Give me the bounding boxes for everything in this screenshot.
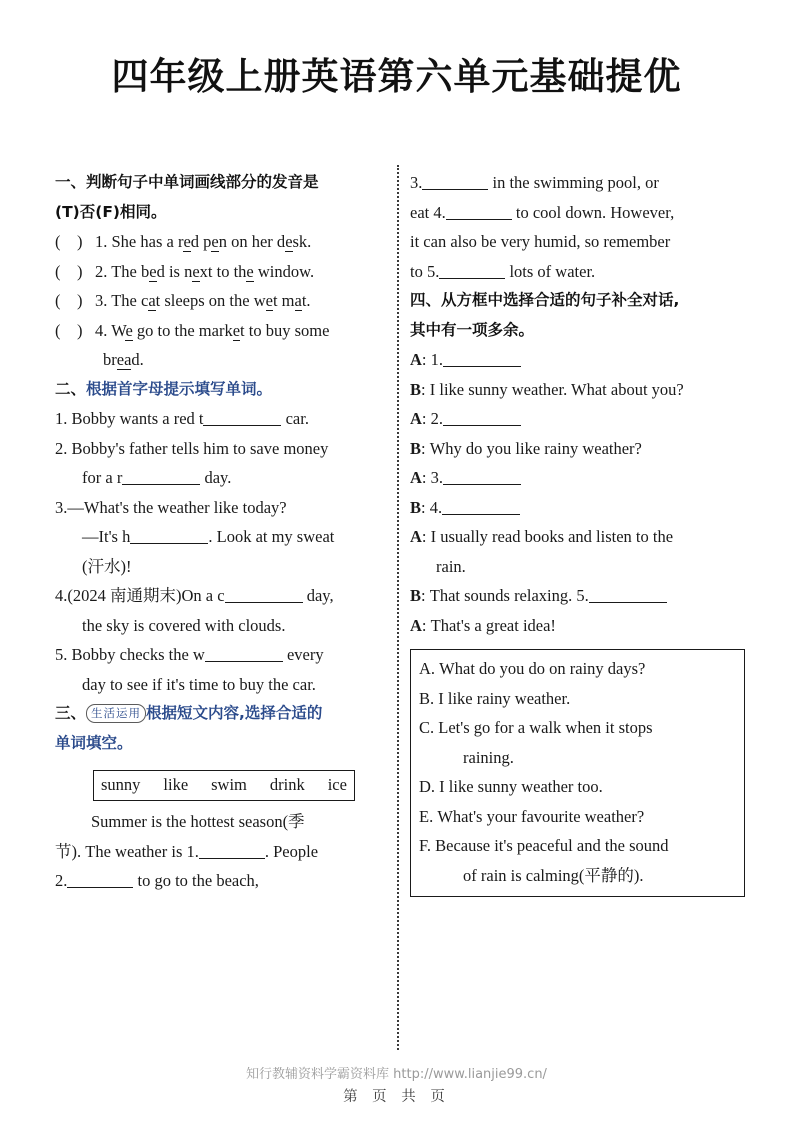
dialogue-text: That sounds relaxing. 5. [429,586,589,605]
passage-line: 节). The weather is 1. . People [55,841,319,861]
dialogue-line: B: 4. [410,493,750,523]
dialogue-line: A: That's a great idea! [410,615,556,635]
dialogue-line: A: 1. [410,345,750,375]
underlined-letter: e [285,232,293,251]
item-number: 2. [95,261,108,281]
underlined-letter: e [211,232,219,251]
dialogue-text: rain. [436,556,466,576]
dialogue-text: 4. [429,497,443,517]
answer-blank[interactable] [422,172,488,190]
answer-blank[interactable] [130,526,208,544]
page-title: 四年级上册英语第六单元基础提优 [111,55,682,98]
question-item: 3.—What's the weather like today? [55,497,287,517]
option-label: B. [419,688,435,708]
underlined-letter: a [294,291,302,310]
footer-source-text: 知行教辅资料学霸资料库 http://www.lianjie99.cn/ [246,1067,547,1082]
section-three-heading-text: 根据短文内容,选择合适的 [146,704,323,722]
dialogue-speaker: B [410,497,422,517]
answer-bracket[interactable]: ( ) [55,232,83,251]
question-item: 5. Bobby checks the w every [55,645,324,664]
underlined-letter: e [232,320,241,340]
section-four-heading-line2: 其中有一项多余。 [410,320,535,339]
dialogue-line: A: 2. [410,404,750,434]
dialogue-speaker: B [410,379,422,399]
option-item[interactable] [419,684,737,714]
dialogue-speaker: A [410,468,422,487]
answer-blank[interactable] [443,408,521,426]
right-column [410,168,750,1053]
life-application-badge: 生活运用 [86,704,146,723]
dialogue-speaker: A [410,615,422,635]
word-bank-item[interactable]: swim [211,775,247,794]
answer-bracket[interactable]: ( ) [55,261,83,281]
section-four-heading-line1: 四、从方框中选择合适的句子补全对话, [410,291,680,309]
dialogue-text: 3. [430,468,444,487]
dialogue-text: I like sunny weather. What about you? [429,379,684,399]
section-one-heading [55,168,395,227]
section-three-number: 三、 [55,704,87,722]
passage-line: to 5. lots of water. [410,261,596,281]
answer-blank[interactable] [443,467,521,485]
page-footer [0,1066,793,1108]
section-three-heading-line1 [55,699,395,729]
question-item-continuation: (汗水)! [82,556,132,576]
passage-line: eat 4. to cool down. However, [410,202,675,222]
passage-line: 3. in the swimming pool, or [410,173,659,192]
question-item [55,316,395,346]
question-item-continuation: day to see if it's time to buy the car. [82,674,316,694]
option-text: Because it's peaceful and the sound [435,836,669,855]
option-text-continuation: of rain is calming(平静的). [463,865,644,885]
word-bank-item[interactable]: like [163,775,189,794]
underlined-letter: e [125,320,133,340]
answer-blank[interactable] [442,496,520,514]
question-item [55,227,395,257]
answer-blank[interactable] [205,644,283,662]
answer-options-box [410,649,745,897]
answer-blank[interactable] [439,260,505,278]
item-number: 1. [95,232,108,251]
option-text: Let's go for a walk when it stops [438,718,653,737]
answer-blank[interactable] [199,840,265,858]
dialogue-line-continuation [410,552,750,582]
answer-blank[interactable] [589,585,667,603]
answer-blank[interactable] [443,349,521,367]
option-label: A. [419,659,436,678]
worksheet-body [0,168,793,1053]
item-text: She has a red pen on her desk. [111,232,312,251]
option-item[interactable] [419,802,737,832]
item-text: We go to the market to buy some [111,320,330,340]
item-number: 3. [95,291,108,310]
question-item: 4.(2024 南通期末)On a c day, [55,586,334,605]
option-label: E. [419,806,434,826]
left-column [55,168,395,1053]
underlined-letter: e [246,261,254,281]
option-text: What do you do on rainy days? [439,659,646,678]
option-item[interactable] [419,772,737,802]
answer-blank[interactable] [122,467,200,485]
question-item-continuation: —It's h . Look at my sweat [82,527,335,546]
column-divider [397,165,399,1050]
section-two-heading-text: 根据首字母提示填写单词。 [86,379,273,398]
dialogue-speaker: B [410,586,422,605]
question-item-continuation: bread. [103,350,144,369]
answer-bracket[interactable]: ( ) [55,291,83,310]
option-label: F. [419,836,431,855]
answer-blank[interactable] [225,585,303,603]
option-text-continuation: raining. [463,747,514,767]
underlined-letter: e [183,232,191,251]
item-number: 4. [95,320,108,340]
dialogue-text: 2. [430,409,444,428]
word-bank-item[interactable]: sunny [101,775,141,794]
dialogue-line: B: Why do you like rainy weather? [410,438,642,458]
section-four-heading [410,286,750,345]
item-text: The cat sleeps on the wet mat. [111,291,311,310]
passage-line: it can also be very humid, so remember [410,232,671,251]
dialogue-text: I usually read books and listen to the [430,527,674,546]
answer-blank[interactable] [203,408,281,426]
section-one-heading-line2: (T)否(F)相同。 [55,202,167,221]
dialogue-line: B: That sounds relaxing. 5. [410,581,750,611]
option-item[interactable] [419,831,737,890]
underlined-letter: a [148,291,156,310]
dialogue-line: A: I usually read books and listen to the [410,527,674,546]
dialogue-line: A: 3. [410,463,750,493]
question-item: 1. Bobby wants a red t car. [55,409,309,428]
dialogue-text: 1. [430,350,444,369]
option-item[interactable] [419,654,737,684]
option-label: C. [419,718,435,737]
section-three-heading [55,699,395,758]
underlined-letter: e [265,291,273,310]
dialogue-text: That's a great idea! [430,615,556,635]
question-item-continuation: the sky is covered with clouds. [82,615,286,635]
answer-bracket[interactable]: ( ) [55,320,83,340]
answer-blank[interactable] [446,201,512,219]
item-text: The bed is next to the window. [111,261,315,281]
section-two-number: 二、 [55,379,87,398]
option-text: What's your favourite weather? [437,806,645,826]
question-item [55,286,395,316]
section-two-heading [55,375,395,405]
underlined-letter: e [192,261,200,281]
answer-blank[interactable] [67,870,133,888]
dialogue-speaker: A [410,350,422,369]
word-bank-item[interactable]: ice [327,775,347,794]
underlined-letter: e [149,261,157,281]
dialogue-speaker: B [410,438,422,458]
option-text: I like sunny weather too. [439,777,603,796]
dialogue-line: B: I like sunny weather. What about you? [410,379,684,399]
dialogue-text: Why do you like rainy weather? [429,438,642,458]
passage-line: Summer is the hottest season(季 [91,812,305,831]
option-label: D. [419,777,436,796]
question-item [55,257,395,287]
footer-page-number: 第 页 共 页 [343,1089,450,1105]
option-item[interactable] [419,713,737,772]
underlined-letter: ea [116,350,132,369]
word-bank-item[interactable]: drink [269,775,305,794]
section-three-heading-line2: 单词填空。 [55,733,133,752]
word-bank-box [93,770,355,801]
question-item: 2. Bobby's father tells him to save money [55,438,329,458]
question-item-continuation: for a r day. [82,468,232,487]
section-one-heading-line1: 一、判断句子中单词画线部分的发音是 [55,173,319,191]
passage-line: 2. to go to the beach, [55,871,259,890]
dialogue-speaker: A [410,527,422,546]
dialogue-speaker: A [410,409,422,428]
option-text: I like rainy weather. [438,688,571,708]
